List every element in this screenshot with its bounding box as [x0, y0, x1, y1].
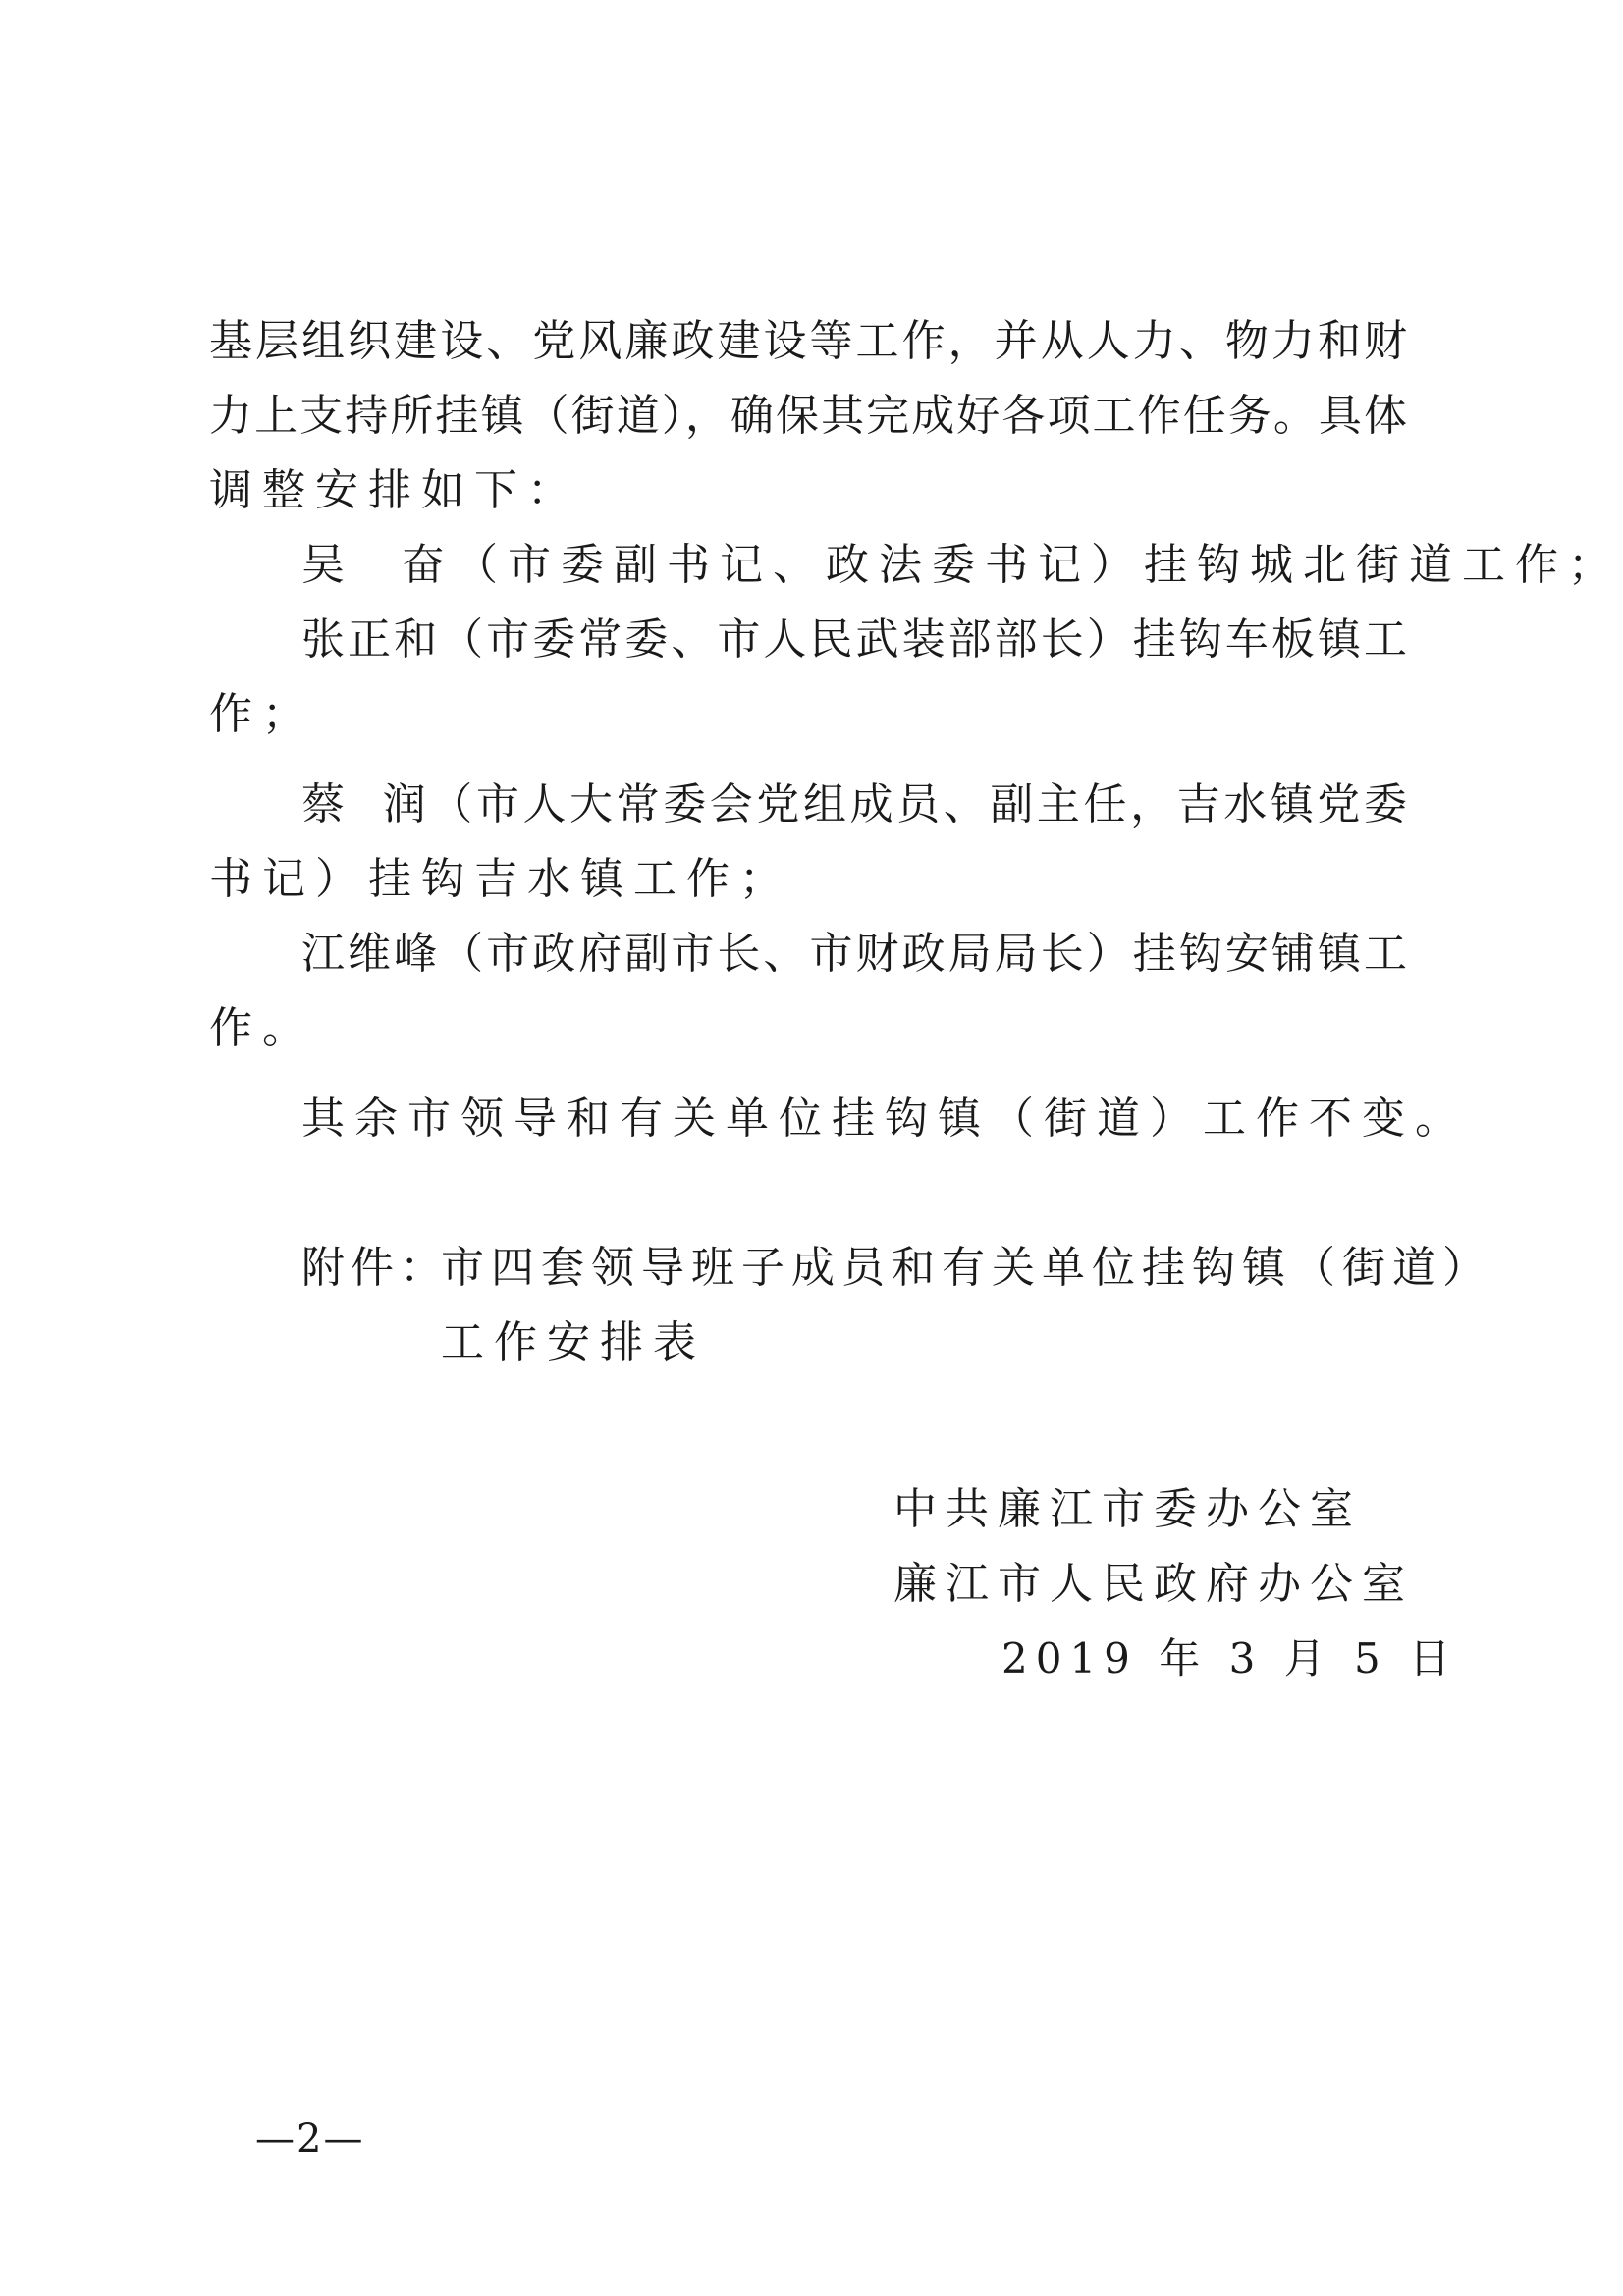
attachment-title-line: 工作安排表 — [441, 1317, 706, 1367]
signature-org-party: 中共廉江市委办公室 — [893, 1484, 1362, 1534]
attachment-label: 附件： — [301, 1243, 449, 1293]
body-text-line: 作。 — [209, 1003, 315, 1053]
body-text-line: 蔡 润（市人大常委会党组成员、副主任，吉水镇党委 — [301, 779, 1407, 829]
body-text-line: 力上支持所挂镇（街道），确保其完成好各项工作任务。具体 — [209, 391, 1407, 441]
signature-org-government: 廉江市人民政府办公室 — [893, 1559, 1414, 1609]
body-text-line: 江维峰（市政府副市长、市财政局局长）挂钩安铺镇工 — [301, 929, 1407, 979]
signature-date: 2019 年 3 月 5 日 — [1001, 1634, 1459, 1682]
body-text-line: 作； — [209, 689, 315, 739]
body-text-line: 调整安排如下： — [209, 465, 580, 515]
body-text-line: 书记）挂钩吉水镇工作； — [209, 854, 792, 904]
body-text-line: 吴 奋（市委副书记、政法委书记）挂钩城北街道工作； — [301, 540, 1621, 590]
attachment-title-line: 市四套领导班子成员和有关单位挂钩镇（街道） — [441, 1243, 1492, 1293]
body-text-line: 张正和（市委常委、市人民武装部部长）挂钩车板镇工 — [301, 614, 1407, 665]
body-text-line: 其余市领导和有关单位挂钩镇（街道）工作不变。 — [301, 1094, 1468, 1144]
page-number: —2— — [255, 2116, 365, 2162]
body-text-line: 基层组织建设、党风廉政建设等工作，并从人力、物力和财 — [209, 316, 1407, 366]
